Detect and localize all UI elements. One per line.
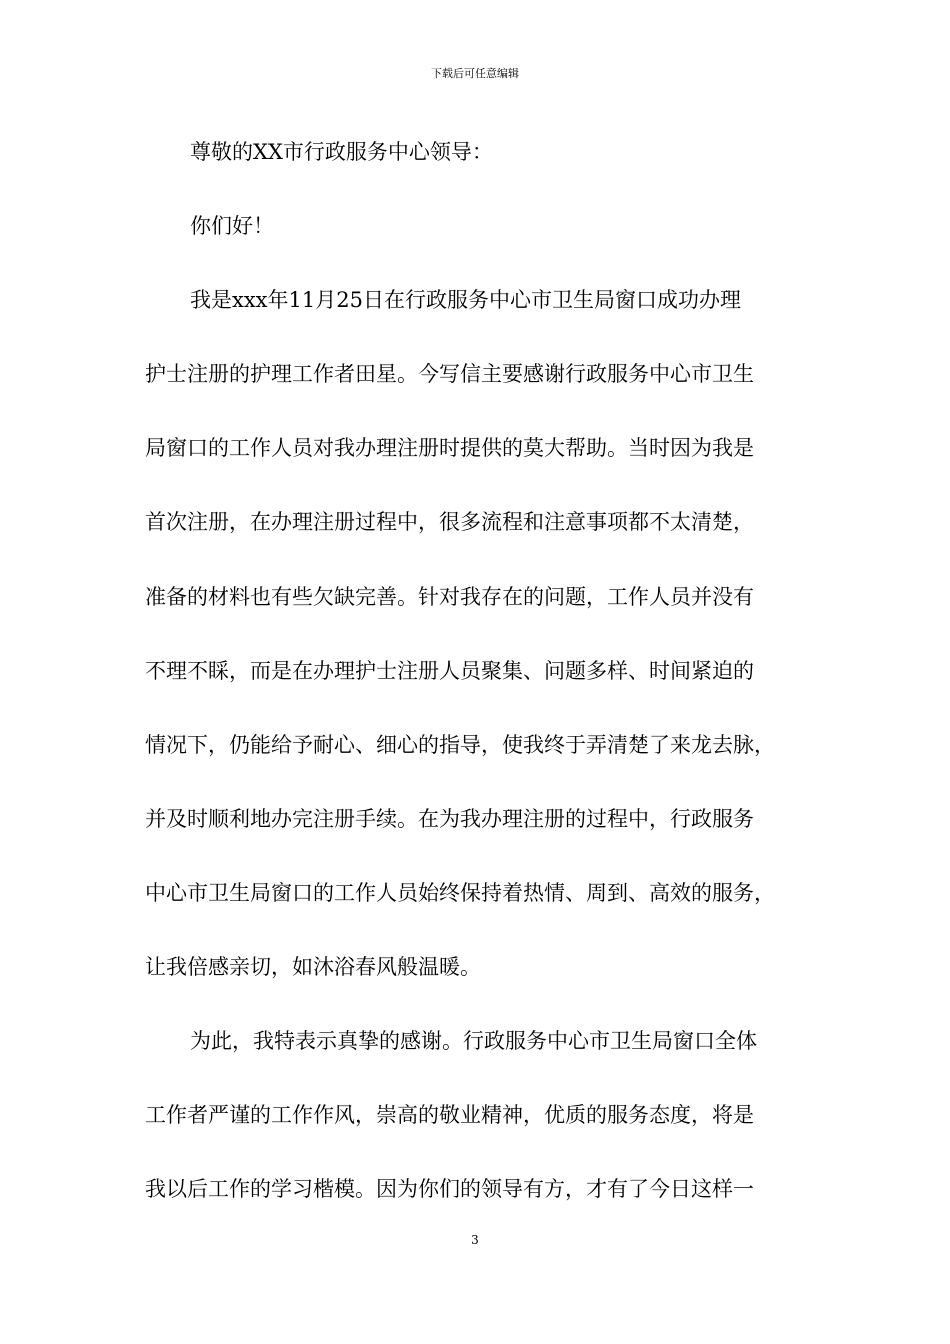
body-line: 准备的材料也有些欠缺完善。针对我存在的问题，工作人员并没有 [145,585,754,609]
body-line: 不理不睬，而是在办理护士注册人员聚集、问题多样、时间紧迫的 [145,659,754,683]
body-line: 我是xxx年11月25日在行政服务中心市卫生局窗口成功办理 [190,288,741,312]
body-line: 局窗口的工作人员对我办理注册时提供的莫大帮助。当时因为我是 [145,436,754,460]
body-line: 并及时顺利地办完注册手续。在为我办理注册的过程中，行政服务 [145,807,754,831]
body-line: 我以后工作的学习楷模。因为你们的领导有方，才有了今日这样一 [145,1177,754,1201]
greeting: 你们好！ [190,214,274,238]
body-line: 中心市卫生局窗口的工作人员始终保持着热情、周到、高效的服务， [145,881,775,905]
body-line: 为此，我特表示真挚的感谢。行政服务中心市卫生局窗口全体 [190,1029,757,1053]
salutation: 尊敬的XX市行政服务中心领导： [190,140,493,164]
body-line: 工作者严谨的工作作风，崇高的敬业精神，优质的服务态度，将是 [145,1103,754,1127]
body-line: 护士注册的护理工作者田星。今写信主要感谢行政服务中心市卫生 [145,362,754,386]
page-header-note: 下载后可任意编辑 [431,67,519,80]
body-line: 首次注册，在办理注册过程中，很多流程和注意事项都不太清楚， [145,510,754,534]
page-number: 3 [471,1233,479,1247]
body-line: 让我倍感亲切，如沐浴春风般温暖。 [145,955,481,979]
body-line: 情况下，仍能给予耐心、细心的指导，使我终于弄清楚了来龙去脉， [145,733,775,757]
